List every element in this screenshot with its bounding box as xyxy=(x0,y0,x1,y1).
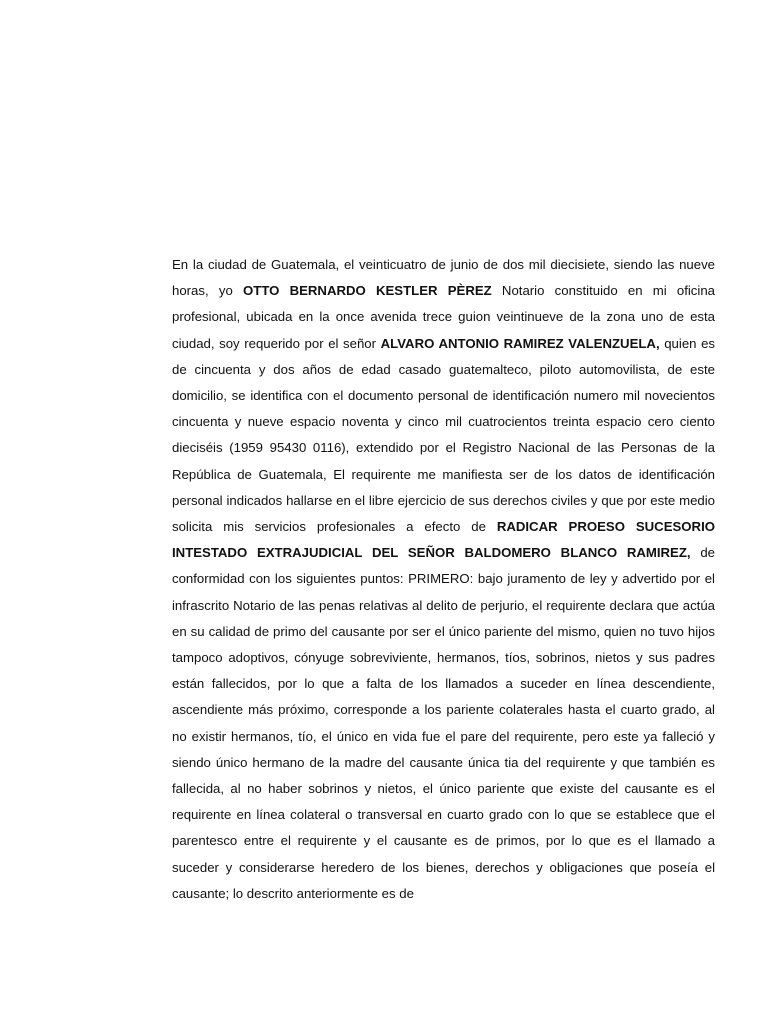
text-segment: de conformidad con los siguientes puntos: PRIMERO: bajo juramento de ley y advertido por el infrascrito Notario de las penas relativas al delito de perjurio, el requirente declara que actúa en su calidad de primo del causante por ser el único pariente del mismo, quien no tuvo hijos tampoco adoptivos, cónyuge sobreviviente, hermanos, tíos, sobrinos, nietos y sus padres están fallecidos, por lo que a falta de los llamados a suceder en línea descendiente, ascendiente más próximo, corresponde a los pariente colaterales hasta el cuarto grado, al no existir hermanos, tío, el único en vida fue el pare del requirente, pero este ya falleció y siendo único hermano de la madre del causante única tia del requirente y que también es fallecida, al no haber sobrinos y nietos, el único pariente que existe del causante es el requirente en línea colateral o transversal en cuarto grado con lo que se establece que el parentesco entre el requirente y el causante es de primos, por lo que es el llamado a suceder y considerarse heredero de los bienes, derechos y obligaciones que poseía el causante; lo descrito anteriormente es de xyxy=(172,545,715,901)
text-segment: En la ciudad de Guatemala, el veinticuatro de junio de dos mil diecisiete, siendo las nueve horas, yo xyxy=(172,257,715,299)
requester-name: ALVARO ANTONIO RAMIREZ VALENZUELA, xyxy=(380,335,660,351)
document-body xyxy=(172,252,715,907)
text-segment: quien es de cincuenta y dos años de edad casado guatemalteco, piloto automovilista, de este domicilio, se identifica con el documento personal de identificación numero mil novecientos cincuenta y nueve espacio noventa y cinco mil cuatrocientos treinta espacio cero ciento dieciséis (1959 95430 0116), extendido por el Registro Nacional de las Personas de la República de Guatemala, El requirente me manifiesta ser de los datos de identificación personal indicados hallarse en el libre ejercicio de sus derechos civiles y que por este medio solicita mis servicios profesionales a efecto de xyxy=(172,335,716,535)
process-title: RADICAR PROESO SUCESORIO INTESTADO EXTRAJUDICIAL DEL SEÑOR BALDOMERO BLANCO RAMIREZ, xyxy=(172,519,715,561)
notary-name: OTTO BERNARDO KESTLER PÈREZ xyxy=(243,283,492,299)
text-segment: Notario constituido en mi oficina profesional, ubicada en la once avenida trece guion veintinueve de la zona uno de esta ciudad, soy requerido por el señor xyxy=(172,283,715,351)
